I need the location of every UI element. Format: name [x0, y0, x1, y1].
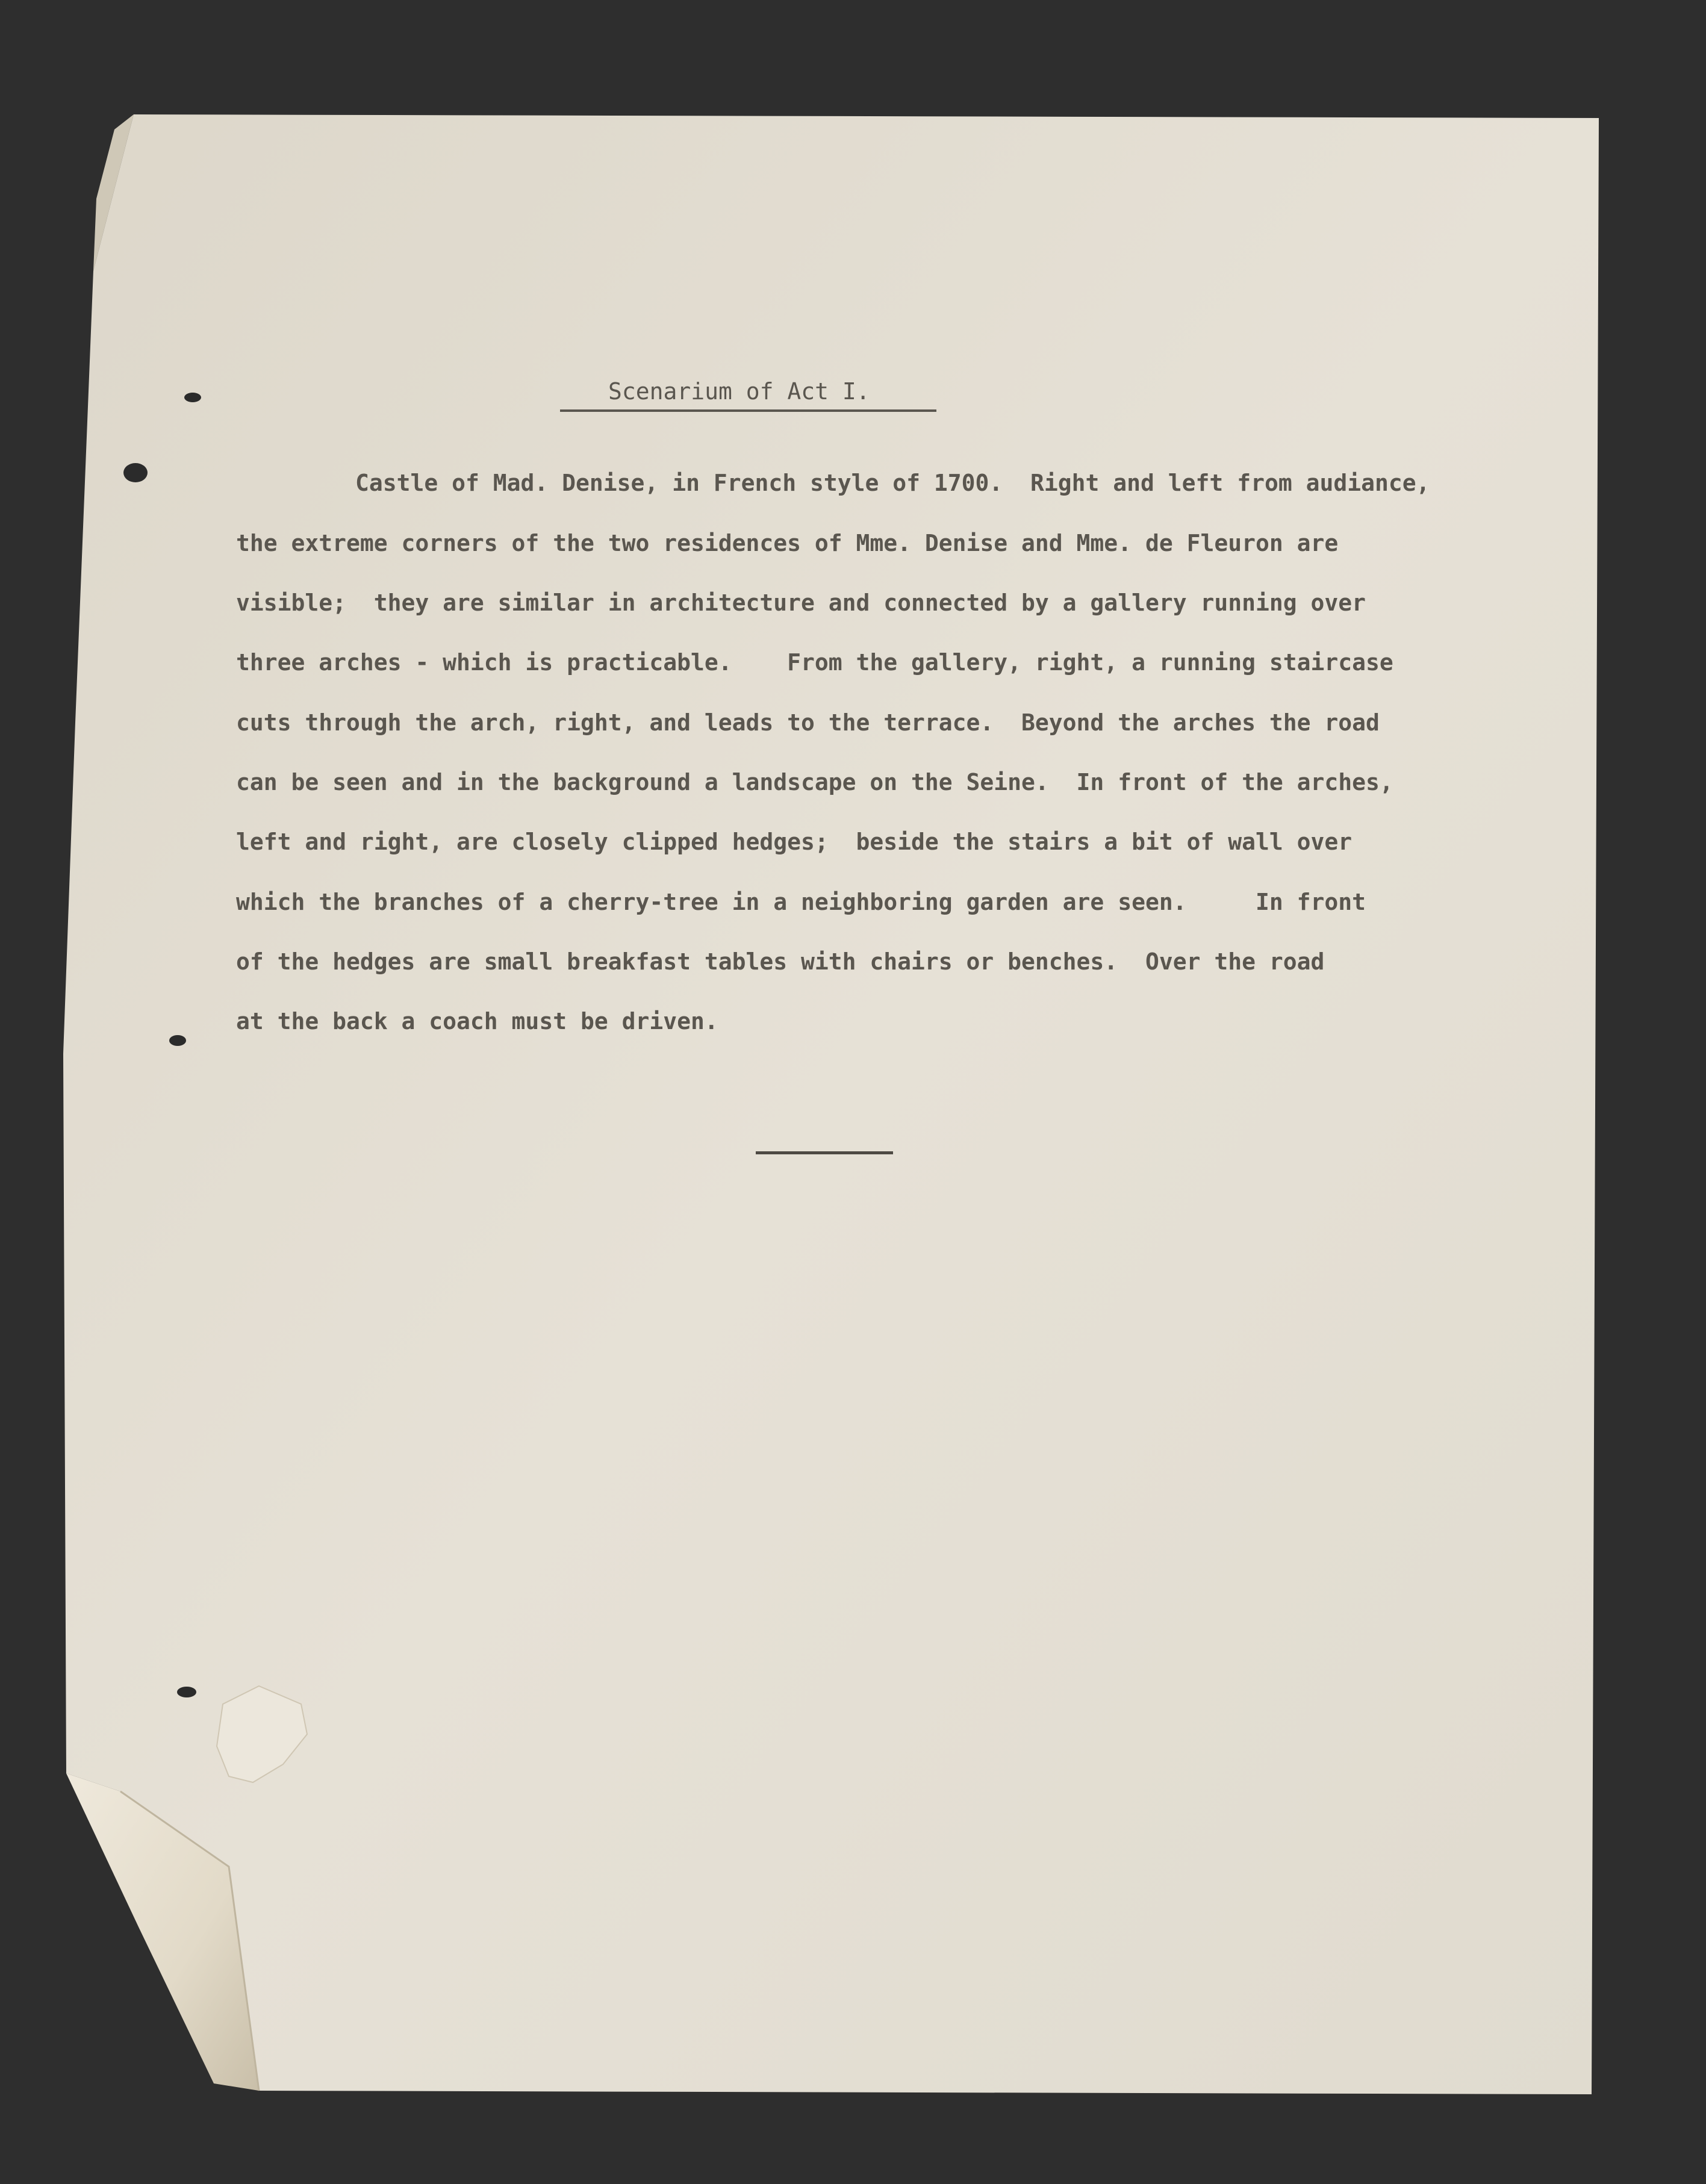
end-rule — [756, 1151, 893, 1154]
body-line: Castle of Mad. Denise, in French style of 1700. Right and left from audiance, — [355, 470, 1430, 496]
body-line: visible; they are similar in architecture and connected by a gallery running over — [236, 590, 1366, 616]
body-line: at the back a coach must be driven. — [236, 1008, 718, 1034]
body-line: cuts through the arch, right, and leads to the terrace. Beyond the arches the road — [236, 709, 1380, 736]
body-line: three arches - which is practicable. From the gallery, right, a running staircase — [236, 649, 1393, 676]
page-title: Scenarium of Act I. — [608, 378, 870, 405]
body-line: left and right, are closely clipped hedges; beside the stairs a bit of wall over — [236, 829, 1353, 855]
body-line: which the branches of a cherry-tree in a neighboring garden are seen. In front — [236, 889, 1366, 915]
body-line: the extreme corners of the two residences of Mme. Denise and Mme. de Fleuron are — [236, 530, 1339, 556]
body-line: of the hedges are small breakfast tables with chairs or benches. Over the road — [236, 948, 1325, 975]
title-underline — [560, 409, 936, 412]
body-line: can be seen and in the background a landscape on the Seine. In front of the arches, — [236, 769, 1393, 795]
